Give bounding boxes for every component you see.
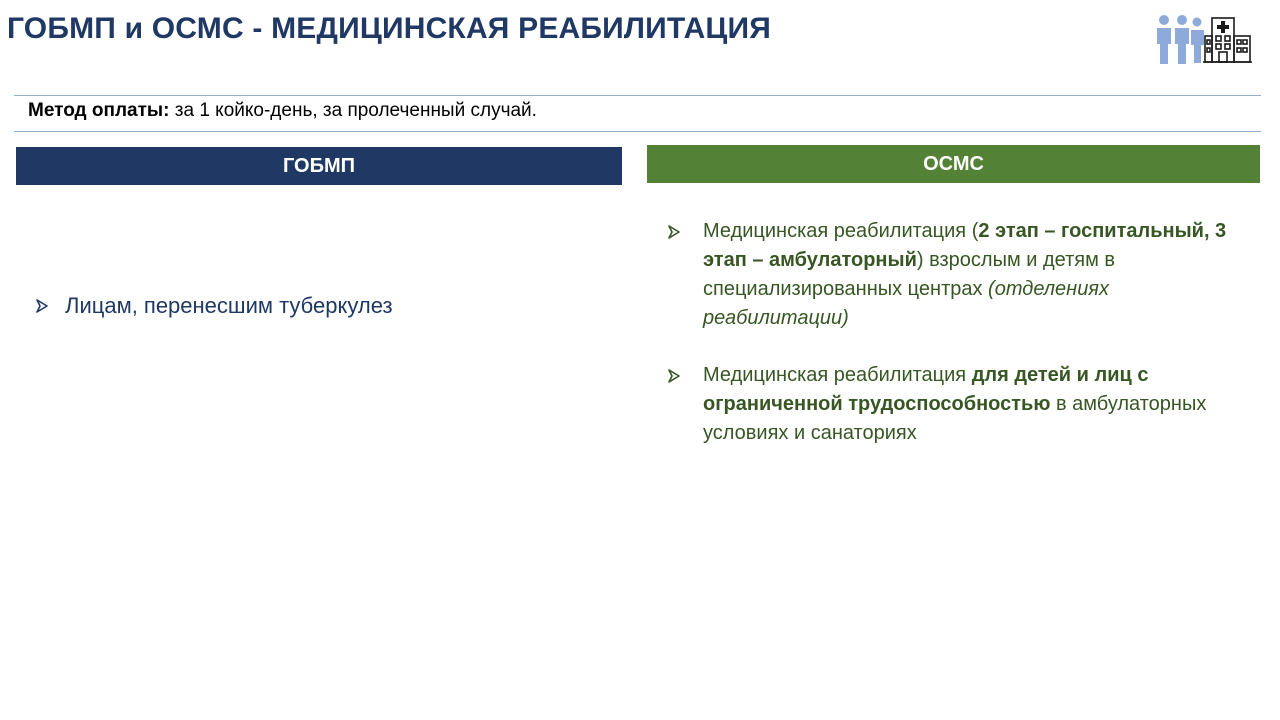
- osms-item-1-bold: 2 этап – госпитальный, 3 этап – амбулаторный: [703, 220, 1227, 271]
- osms-item-text: [703, 361, 1228, 448]
- people-hospital-icon: [1155, 12, 1253, 66]
- osms-item-1-text: Медицинская реабилитация (: [703, 220, 979, 242]
- osms-item-text: [703, 217, 1228, 333]
- osms-list-item: [668, 217, 1228, 333]
- osms-item-2-bold: для детей и лиц с ограниченной трудоспособностью: [703, 364, 1149, 415]
- arrow-bullet-icon: [668, 369, 680, 383]
- divider-top: [14, 95, 1261, 96]
- osms-item-1-text-2: ) взрослым и детям в специализированных центрах: [703, 249, 1116, 300]
- payment-method-text: за 1 койко-день, за пролеченный случай.: [169, 100, 537, 121]
- arrow-bullet-icon: [36, 299, 48, 313]
- osms-item-2-text-2: в амбулаторных условиях и санаториях: [703, 393, 1207, 444]
- osms-header-label: ОСМС: [923, 152, 984, 175]
- osms-item-1-italic: (отделениях реабилитации): [703, 278, 1109, 329]
- gobmp-list-item: [36, 293, 393, 319]
- payment-method-label: Метод оплаты:: [28, 100, 170, 121]
- arrow-bullet-icon: [668, 225, 680, 239]
- payment-method: [28, 100, 537, 122]
- osms-header: [647, 145, 1260, 183]
- osms-item-2-text: Медицинская реабилитация: [703, 364, 972, 386]
- gobmp-item-text: Лицам, перенесшим туберкулез: [65, 293, 393, 318]
- gobmp-header: [16, 147, 622, 185]
- gobmp-header-label: ГОБМП: [282, 154, 356, 177]
- osms-list-item: [668, 361, 1228, 448]
- page-title: ГОБМП и ОСМС - МЕДИЦИНСКАЯ РЕАБИЛИТАЦИЯ: [7, 12, 772, 45]
- divider-bottom: [14, 131, 1261, 132]
